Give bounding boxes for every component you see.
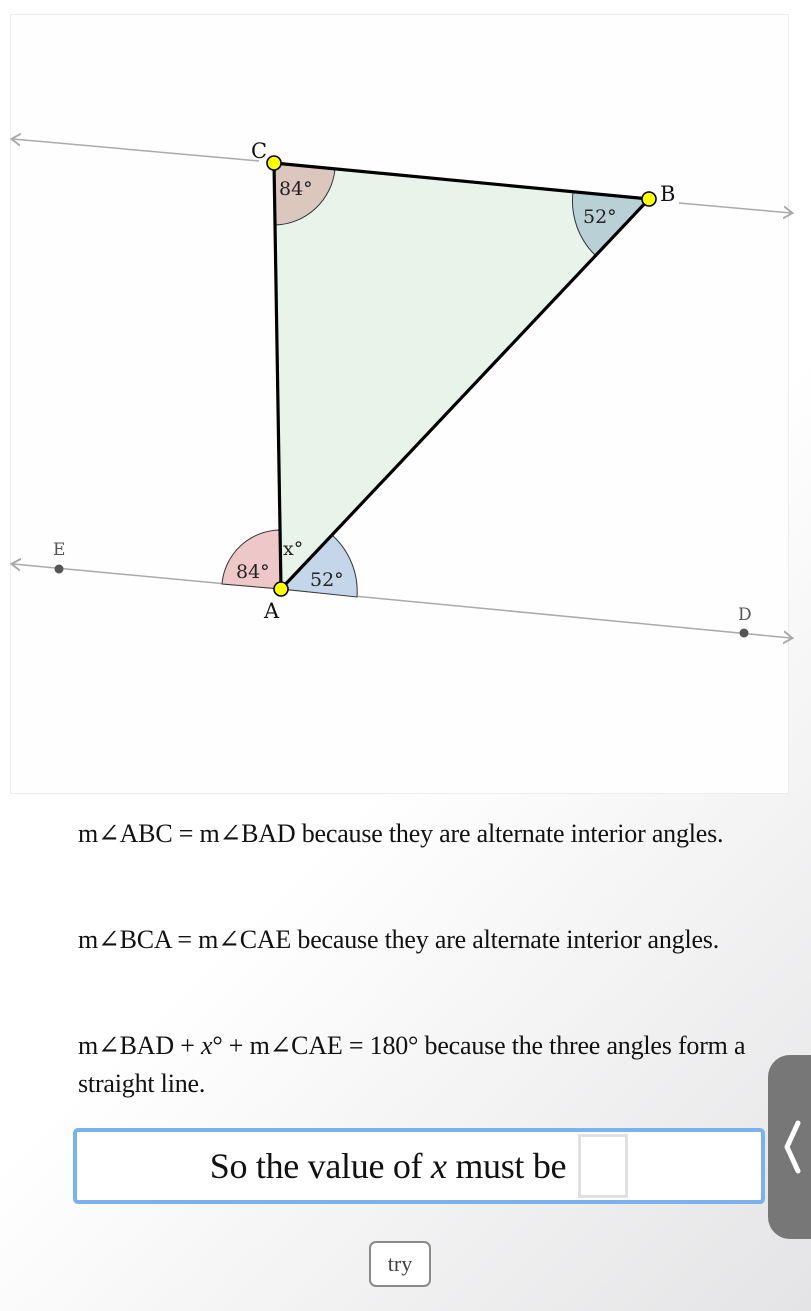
angle-b-label: 52° xyxy=(583,206,617,228)
diagram-svg xyxy=(1,1,811,811)
vertex-b[interactable] xyxy=(642,192,656,206)
angle-bad-label: 52° xyxy=(310,569,344,591)
geometry-diagram xyxy=(10,14,789,794)
proof-statement-3 xyxy=(78,1027,758,1103)
try-button[interactable]: try xyxy=(369,1241,431,1287)
statement-3-post: ° + m∠CAE = 180° because the three angles form a straight line. xyxy=(78,1031,746,1098)
side-panel-toggle[interactable] xyxy=(768,1055,811,1239)
vertex-c[interactable] xyxy=(267,156,281,170)
vertex-a[interactable] xyxy=(274,582,288,596)
angle-x-label: x° xyxy=(283,538,304,560)
chevron-left-icon xyxy=(782,1119,802,1175)
answer-prompt-var: x xyxy=(430,1146,447,1186)
vertex-b-label: B xyxy=(660,182,676,206)
point-d-label: D xyxy=(738,605,752,625)
angle-c-label: 84° xyxy=(279,178,313,200)
proof-statement-2: m∠BCA = m∠CAE because they are alternate interior angles. xyxy=(78,925,720,954)
answer-prompt-post: must be xyxy=(446,1146,567,1186)
parallel-line-top-right xyxy=(679,203,791,213)
point-d[interactable] xyxy=(740,629,749,638)
answer-prompt xyxy=(210,1145,566,1187)
answer-box xyxy=(73,1128,765,1204)
point-e[interactable] xyxy=(55,565,64,574)
answer-input[interactable] xyxy=(578,1134,628,1198)
statement-3-pre: m∠BAD + xyxy=(78,1031,201,1060)
proof-statement-1: m∠ABC = m∠BAD because they are alternate interior angles. xyxy=(78,819,724,848)
parallel-line-top-left xyxy=(13,139,259,161)
statement-3-var: x xyxy=(200,1031,213,1060)
vertex-c-label: C xyxy=(251,139,268,163)
vertex-a-label: A xyxy=(264,599,280,623)
answer-prompt-pre: So the value of xyxy=(209,1146,431,1186)
angle-cae-label: 84° xyxy=(236,561,270,583)
point-e-label: E xyxy=(53,540,66,560)
